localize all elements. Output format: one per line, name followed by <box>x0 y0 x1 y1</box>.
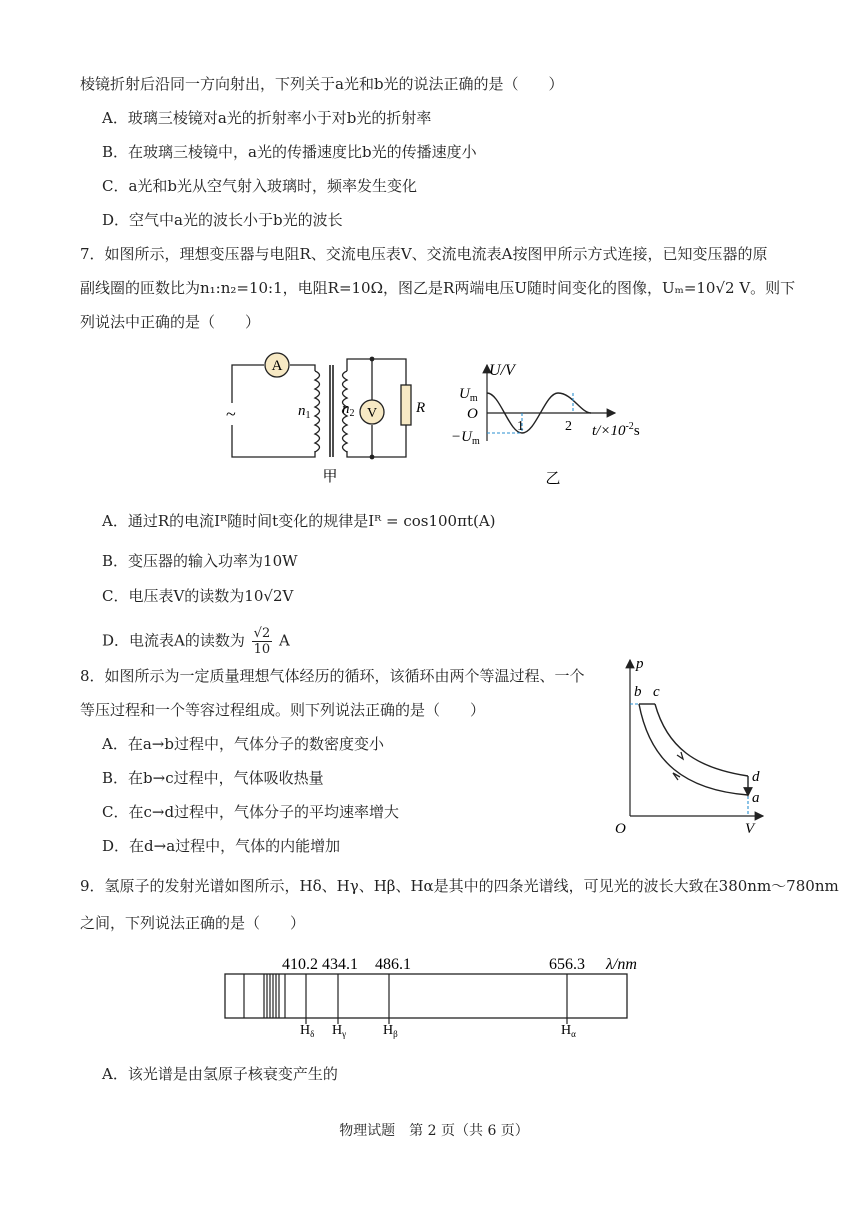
q7-option-a: A．通过R的电流Iᴿ随时间t变化的规律是Iᴿ = cos100πt(A) <box>102 512 496 530</box>
q6-option-c: C．a光和b光从空气射入玻璃时，频率发生变化 <box>102 177 418 195</box>
wavelength-unit-label: λ/nm <box>606 956 637 973</box>
q8-option-d: D．在d→a过程中，气体的内能增加 <box>102 837 341 855</box>
state-a-label: a <box>752 790 760 806</box>
tick-1-label: 1 <box>517 419 524 434</box>
h-delta-label: $H_\delta$ <box>300 1023 315 1039</box>
q9-stem-line1: 9．氢原子的发射光谱如图所示，Hδ、Hγ、Hβ、Hα是其中的四条光谱线，可见光的波长大致在380nm～780nm <box>80 877 839 895</box>
q6-option-d: D．空气中a光的波长小于b光的波长 <box>102 211 343 229</box>
volume-axis-label: V <box>745 821 755 837</box>
q7-stem-line2: 副线圈的匝数比为n₁:n₂=10:1，电阻R=10Ω，图乙是R两端电压U随时间变化的图像，Uₘ=10√2 V。则下 <box>80 279 796 297</box>
q8-option-c: C．在c→d过程中，气体分子的平均速率增大 <box>102 803 400 821</box>
state-b-label: b <box>634 684 642 700</box>
h-alpha-label: $H_\alpha$ <box>561 1023 576 1039</box>
state-d-label: d <box>752 769 760 785</box>
fraction-denominator: 10 <box>253 642 271 657</box>
voltage-time-graph <box>445 355 660 490</box>
q7-option-d-text: D．电流表A的读数为 <box>102 631 245 650</box>
state-c-label: c <box>653 684 660 700</box>
q7-option-d-fraction <box>252 626 273 657</box>
resistor-label: R <box>416 400 426 416</box>
q6-option-b: B．在玻璃三棱镜中，a光的传播速度比b光的传播速度小 <box>102 143 477 161</box>
transformer-circuit-diagram <box>220 345 426 490</box>
h-gamma-label: $H_\gamma$ <box>332 1023 347 1039</box>
wavelength-434-label: 434.1 <box>322 956 358 973</box>
n2-label: $n_2$ <box>342 401 355 419</box>
q8-option-a: A．在a→b过程中，气体分子的数密度变小 <box>102 735 384 753</box>
diagram-jia-caption: 甲 <box>322 469 338 485</box>
y-axis-label: U/V <box>489 362 515 379</box>
q8-stem-line1: 8．如图所示为一定质量理想气体经历的循环，该循环由两个等温过程、一个 <box>80 667 585 685</box>
ammeter-label: A <box>271 358 283 374</box>
q6-option-a: A．玻璃三棱镜对a光的折射率小于对b光的折射率 <box>102 109 432 127</box>
voltmeter-label: V <box>366 406 378 421</box>
origin-label: O <box>615 821 626 837</box>
n1-label: $n_1$ <box>298 403 311 421</box>
pv-cycle-graph <box>605 652 775 837</box>
q8-stem-line2: 等压过程和一个等容过程组成。则下列说法正确的是（ ） <box>80 701 486 719</box>
ac-source-symbol: ~ <box>226 404 236 424</box>
neg-um-label: $-U_m$ <box>451 429 480 447</box>
h-beta-label: $H_\beta$ <box>383 1023 398 1039</box>
q7-stem-line1: 7．如图所示，理想变压器与电阻R、交流电压表V、交流电流表A按图甲所示方式连接，已知变压器的原 <box>80 245 768 263</box>
wavelength-656-label: 656.3 <box>549 956 585 973</box>
resistor-icon <box>401 385 411 425</box>
hydrogen-spectrum-diagram <box>220 950 680 1045</box>
q7-stem-line3: 列说法中正确的是（ ） <box>80 313 261 331</box>
q7-option-d-unit: A <box>279 631 290 650</box>
question-6-stem-end: 棱镜折射后沿同一方向射出，下列关于a光和b光的说法正确的是（ ） <box>80 75 564 93</box>
wavelength-486-label: 486.1 <box>375 956 411 973</box>
pressure-axis-label: p <box>636 656 644 672</box>
q7-option-c: C．电压表V的读数为10√2V <box>102 587 294 605</box>
page-footer: 物理试题 第 2 页（共 6 页） <box>339 1123 529 1139</box>
tick-2-label: 2 <box>565 419 572 434</box>
um-label: $U_m$ <box>459 386 478 404</box>
wavelength-410-label: 410.2 <box>282 956 318 973</box>
diagram-yi-caption: 乙 <box>545 471 561 487</box>
q7-option-b: B．变压器的输入功率为10W <box>102 552 298 570</box>
q7-option-d <box>102 626 290 657</box>
q8-option-b: B．在b→c过程中，气体吸收热量 <box>102 769 324 787</box>
x-axis-label: $t/\times 10^{-2}s$ <box>592 421 640 439</box>
fraction-numerator: √2 <box>253 626 271 641</box>
origin-label: O <box>467 406 478 422</box>
q9-option-a: A．该光谱是由氢原子核衰变产生的 <box>102 1065 338 1083</box>
q9-stem-line2: 之间，下列说法正确的是（ ） <box>80 914 306 932</box>
